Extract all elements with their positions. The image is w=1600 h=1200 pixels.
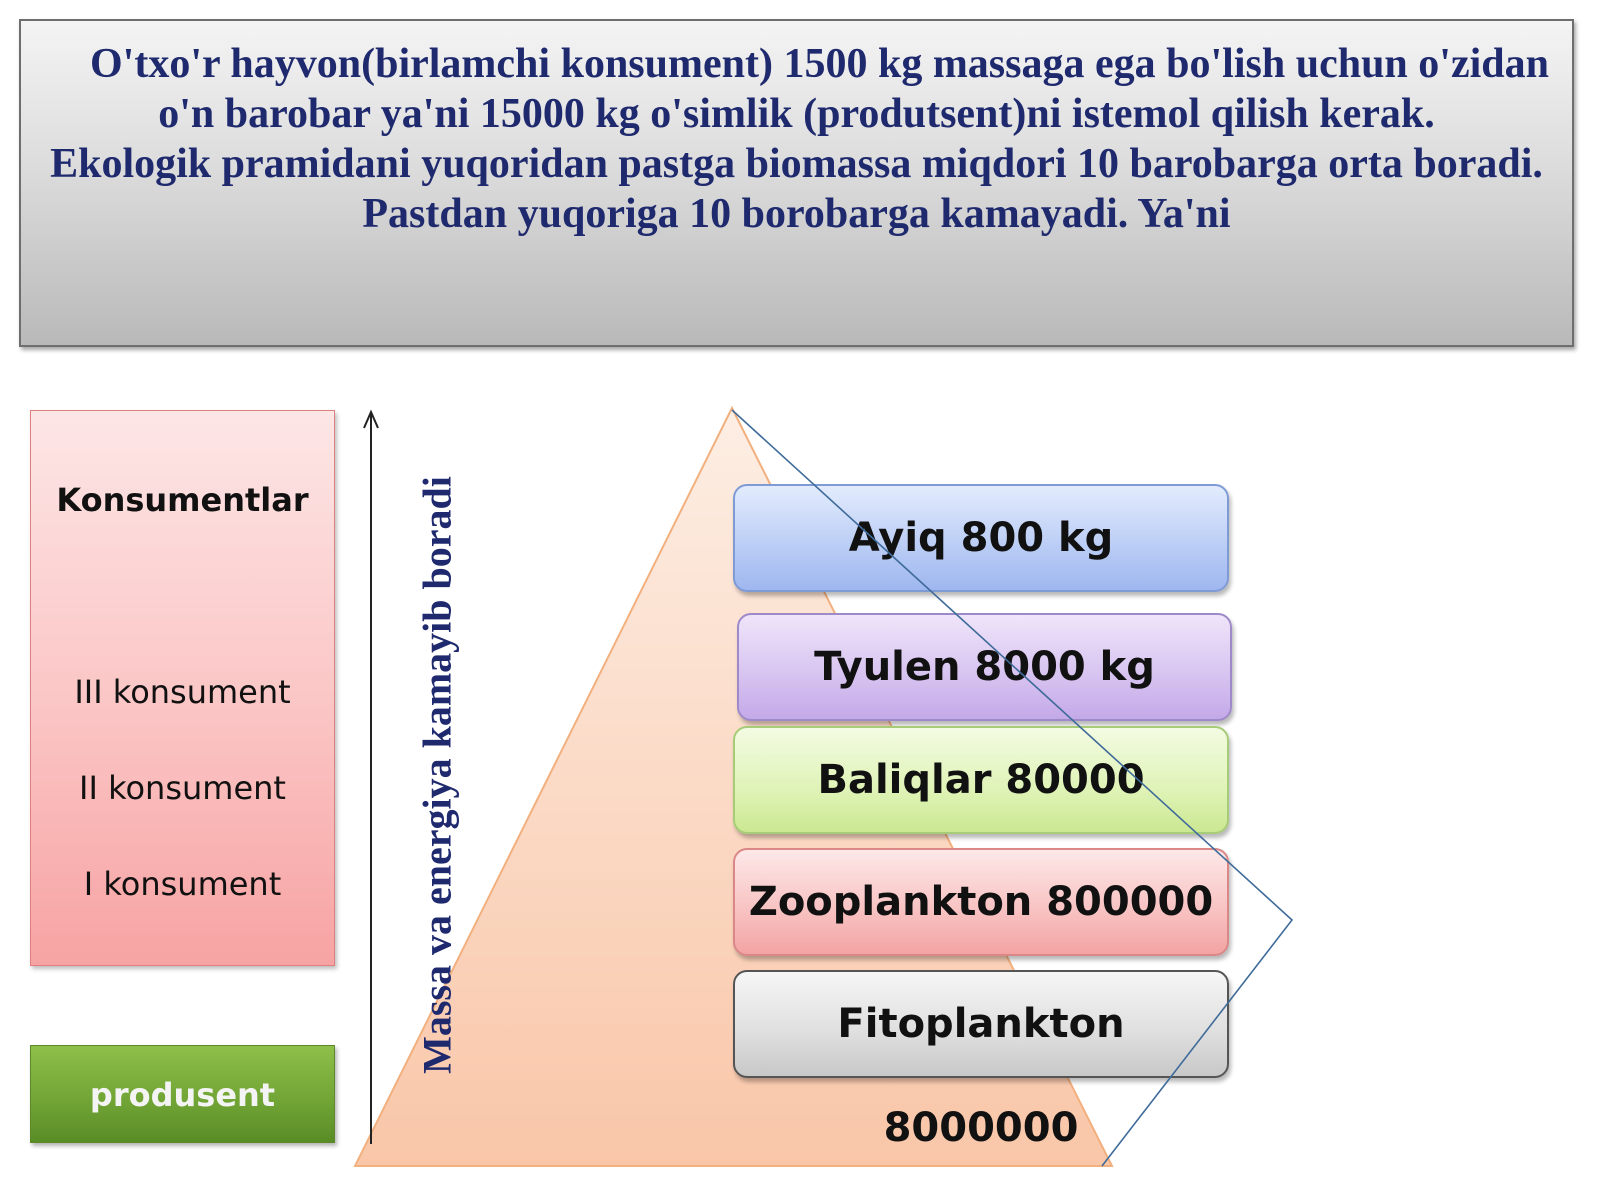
diamond-outline: [732, 410, 1292, 1166]
producer-box: produsent: [30, 1045, 335, 1143]
level-baliqlar: Baliqlar 80000: [733, 726, 1229, 834]
header-paragraph-2: Ekologik pramidani yuqoridan pastga biomassa miqdori 10 barobarga orta boradi. Pastdan yuqoriga 10 borobarga kamayadi. Ya'ni: [50, 141, 1543, 237]
level-fitoplankton: Fitoplankton 8000000: [733, 970, 1229, 1078]
consumers-title: Konsumentlar: [56, 481, 309, 519]
consumer-level-2: II konsument: [79, 769, 286, 807]
consumer-level-3: III konsument: [74, 673, 291, 711]
axis-label: Massa va energiya kamayib boradi: [414, 476, 460, 1074]
level-ayiq: Ayiq 800 kg: [733, 484, 1229, 592]
level-zooplankton: Zooplankton 800000: [733, 848, 1229, 956]
header-paragraph-1: O'txo'r hayvon(birlamchi konsument) 1500 kg massaga ega bo'lish uchun o'zidan o'n barobar ya'ni 15000 kg o'simlik (produtsent)ni istemol qilish kerak.: [90, 41, 1549, 137]
consumer-level-1: I konsument: [83, 865, 282, 903]
level-tyulen: Tyulen 8000 kg: [737, 613, 1232, 721]
